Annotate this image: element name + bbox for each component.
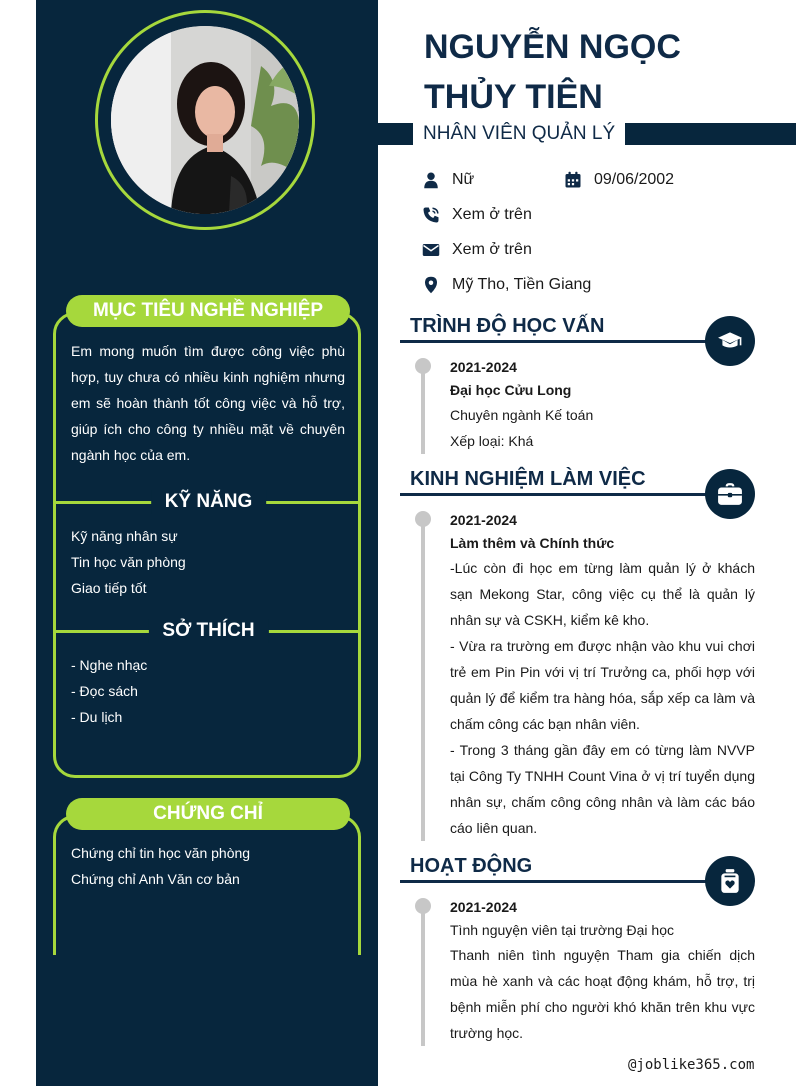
experience-timeline <box>421 519 425 841</box>
education-year: 2021-2024 <box>450 359 517 375</box>
certificate-item: Chứng chỉ Anh Văn cơ bản <box>71 871 240 887</box>
address-value: Mỹ Tho, Tiền Giang <box>452 276 592 293</box>
experience-paragraph: - Vừa ra trường em được nhận vào khu vui chơi trẻ em Pin Pin với vị trí Trưởng ca, phối hợp với quản lý để kiểm tra hàng hóa, sắp xếp ca làm và chấm công các bạn nhân viên. <box>450 638 755 732</box>
email-row <box>422 238 532 262</box>
activities-timeline <box>421 906 425 1046</box>
graduation-cap-icon <box>717 328 743 354</box>
birthdate-row <box>564 168 674 192</box>
skills-divider <box>56 490 361 514</box>
email-value: Xem ở trên <box>452 241 532 258</box>
objective-text: Em mong muốn tìm được công việc phù hợp, tuy chưa có nhiều kinh nghiệm nhưng em sẽ hoàn thành tốt công việc và hỗ trợ, giúp ích cho công ty nhiều mặt về chuyên ngành học của em. <box>71 343 345 463</box>
activities-entry <box>450 896 755 1046</box>
profile-photo <box>111 26 299 214</box>
hobbies-list <box>71 652 345 730</box>
hobby-item: - Đọc sách <box>71 683 138 699</box>
job-title: NHÂN VIÊN QUẢN LÝ <box>413 118 625 150</box>
footer-watermark: @joblike365.com <box>628 1057 755 1073</box>
left-sidebar <box>36 0 378 1086</box>
skills-heading: KỸ NĂNG <box>151 490 267 514</box>
phone-icon <box>422 206 440 224</box>
candidate-name: NGUYỄN NGỌC THỦY TIÊN <box>424 28 681 116</box>
profile-photo-frame <box>95 10 315 230</box>
experience-paragraph: - Trong 3 tháng gần đây em có từng làm NVVP tại Công Ty TNHH Count Vina ở vị trí tuyển dụng nhân sự, chấm công công nhân và làm các báo cáo liên quan. <box>450 742 755 836</box>
certificate-item: Chứng chỉ tin học văn phòng <box>71 845 251 861</box>
education-school: Đại học Cửu Long <box>450 382 572 398</box>
education-grade: Xếp loại: Khá <box>450 433 534 449</box>
certificates-list <box>71 840 345 892</box>
hobbies-heading: SỞ THÍCH <box>148 619 268 643</box>
skill-item: Tin học văn phòng <box>71 554 186 570</box>
calendar-icon <box>564 171 582 189</box>
phone-value: Xem ở trên <box>452 206 532 223</box>
birthdate-value: 09/06/2002 <box>594 171 675 188</box>
experience-heading: KINH NGHIỆM LÀM VIỆC <box>410 468 646 490</box>
location-pin-icon <box>422 276 440 294</box>
briefcase-icon <box>717 481 743 507</box>
id-badge-icon <box>717 868 743 894</box>
skills-list <box>71 523 345 601</box>
education-underline <box>400 340 720 343</box>
education-timeline-dot <box>415 358 431 374</box>
experience-year: 2021-2024 <box>450 512 517 528</box>
hobbies-divider <box>56 619 361 643</box>
education-entry <box>450 356 755 454</box>
activities-year: 2021-2024 <box>450 899 517 915</box>
user-icon <box>422 171 440 189</box>
education-heading: TRÌNH ĐỘ HỌC VẤN <box>410 315 605 337</box>
activities-org: Tình nguyện viên tại trường Đại học <box>450 922 675 938</box>
experience-timeline-dot <box>415 511 431 527</box>
experience-underline <box>400 493 720 496</box>
envelope-icon <box>422 241 440 259</box>
certificates-heading: CHỨNG CHỈ <box>66 798 350 830</box>
activities-underline <box>400 880 720 883</box>
skill-item: Kỹ năng nhân sự <box>71 528 178 544</box>
activities-timeline-dot <box>415 898 431 914</box>
skill-item: Giao tiếp tốt <box>71 580 147 596</box>
phone-row <box>422 203 532 227</box>
education-timeline <box>421 366 425 454</box>
education-major: Chuyên ngành Kế toán <box>450 407 594 423</box>
experience-paragraph: -Lúc còn đi học em từng làm quản lý ở khách sạn Mekong Star, công việc cụ thể là quản lý nhân sự và CSKH, kiểm kê kho. <box>450 560 755 628</box>
activities-heading: HOẠT ĐỘNG <box>410 855 533 877</box>
objective-heading: MỤC TIÊU NGHỀ NGHIỆP <box>66 295 350 327</box>
gender-value: Nữ <box>452 171 475 188</box>
experience-role: Làm thêm và Chính thức <box>450 535 615 551</box>
activities-description: Thanh niên tình nguyện Tham gia chiến dịch mùa hè xanh và các hoạt động khám, hỗ trợ, trị bệnh miễn phí cho người khó khăn trên khu vực trường học. <box>450 947 755 1041</box>
gender-row <box>422 168 474 192</box>
hobby-item: - Du lịch <box>71 709 123 725</box>
hobby-item: - Nghe nhạc <box>71 657 148 673</box>
address-row <box>422 273 591 297</box>
experience-entry <box>450 509 755 841</box>
